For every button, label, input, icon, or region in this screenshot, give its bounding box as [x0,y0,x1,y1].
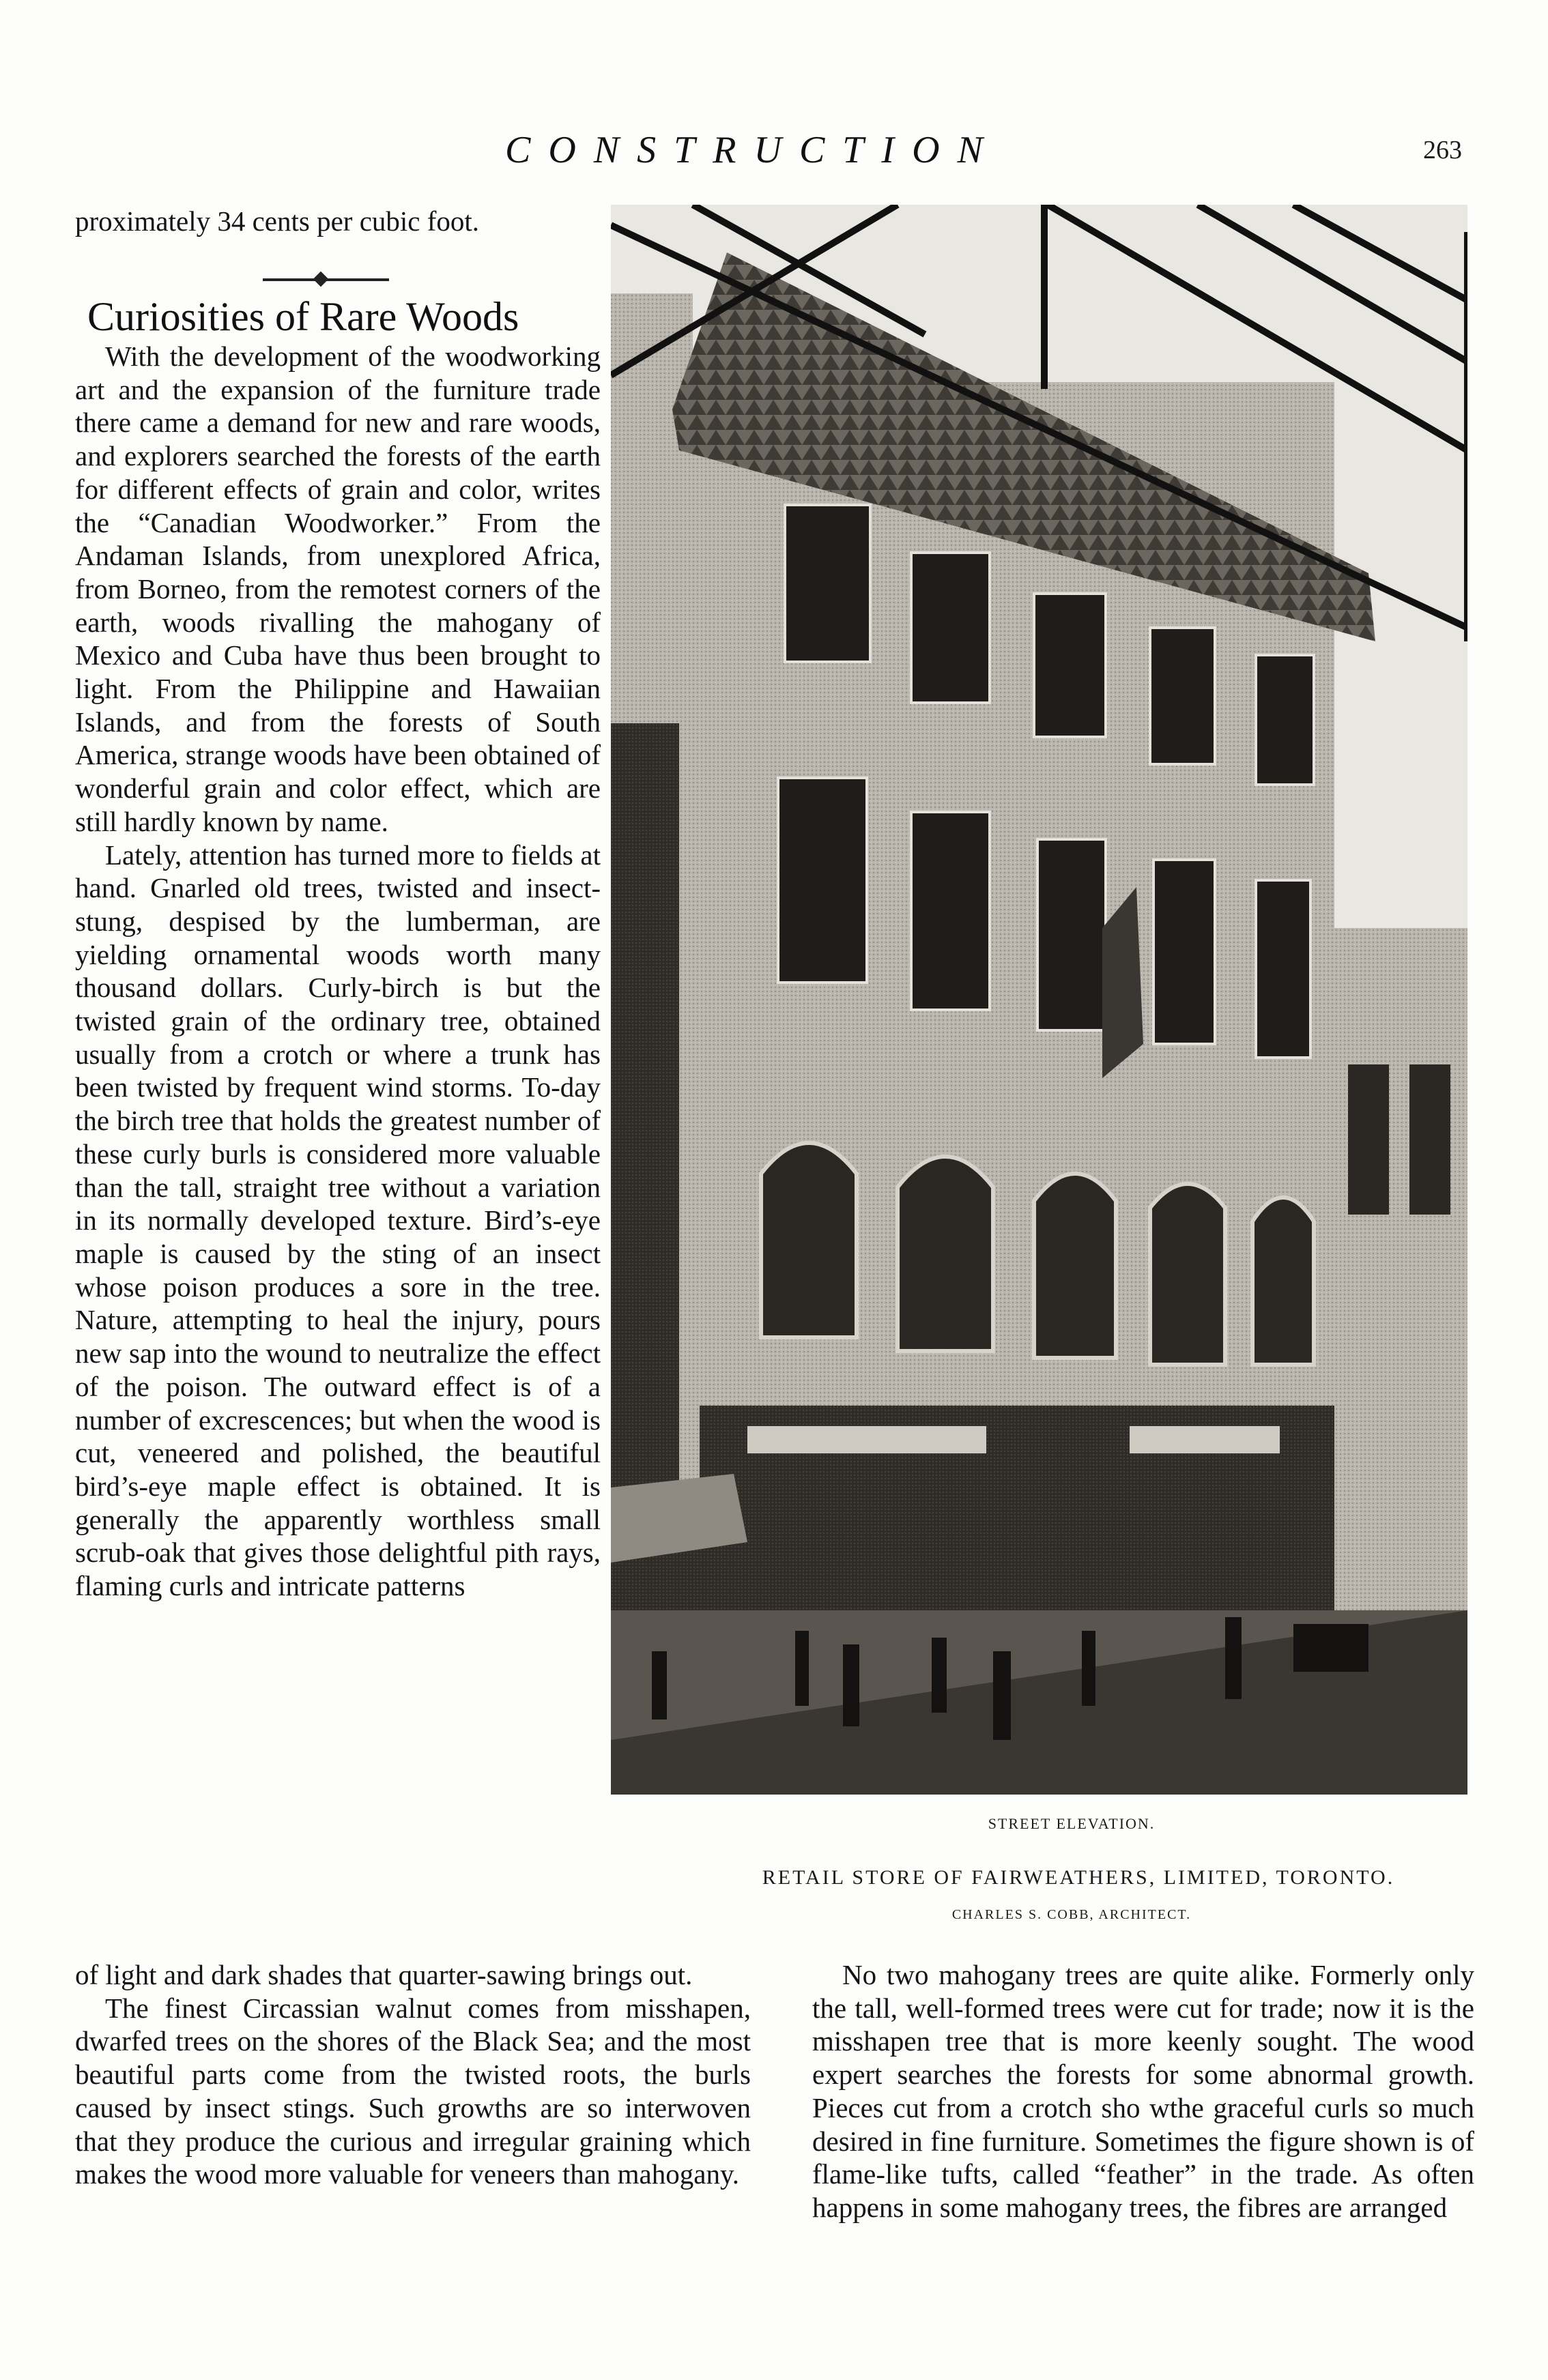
paragraph: The finest Circassian walnut comes from misshapen, dwarfed trees on the shores of the Black Sea; and the most beautiful parts come from the twisted roots, the burls caused by insect stings. Such growths are so interwoven that they produce the curious and irregular graining which makes the wood more valuable for veneers than mahogany. [75,1992,751,2190]
intro-line [75,205,587,238]
article-column [75,340,601,1603]
photo-caption-credit: CHARLES S. COBB, ARCHITECT. [951,1907,1192,1922]
page-number: 263 [1423,136,1462,164]
section-heading: Curiosities of Rare Woods [87,294,519,339]
paragraph: Lately, attention has turned more to fields at hand. Gnarled old trees, twisted and insect-stung, despised by the lumberman, are yielding ornamental woods worth many thousand dollars. Curly-birch is but the twisted grain of the ordinary tree, obtained usually from a crotch or where a trunk has been twisted by frequent wind storms. To-day the birch tree that holds the greatest number of these curly burls is considered more valuable than the tall, straight tree without a variation in its normally developed texture. Bird’s-eye maple is caused by the sting of an insect whose poison produces a sore in the tree. Nature, attempting to heal the injury, pours new sap into the wound to neutralize the effect of the poison. The outward effect is of a number of excrescences; but when the wood is cut, veneered and polished, the beautiful bird’s-eye maple effect is obtained. It is generally the apparently worthless small scrub-oak that gives those delightful pith rays, flaming curls and intricate patterns [75,839,601,1602]
photo-caption-small: STREET ELEVATION. [988,1815,1156,1832]
paragraph: No two mahogany trees are quite alike. Formerly only the tall, well-formed trees were cut for trade; now it is the misshapen tree that is more keenly sought. The wood expert searches the forests for some abnormal growth. Pieces cut from a crotch sho wthe graceful curls so much desired in fine furniture. Sometimes the figure shown is of flame-like tufts, called “feather” in the trade. As often happens in some mahogany trees, the fibres are arranged [812,1959,1474,2223]
article-column-bottom-left [75,1958,751,2191]
article-column-bottom-right [812,1958,1474,2224]
photo-caption-main: RETAIL STORE OF FAIRWEATHERS, LIMITED, TORONTO. [762,1866,1395,1889]
street-elevation-photo [611,205,1467,1795]
paragraph: With the development of the woodworking art and the expansion of the furniture trade there came a demand for new and rare woods, and explorers searched the forests of the earth for different effects of grain and color, writes the “Canadian Woodworker.” From the Andaman Islands, from unexplored Africa, from Borneo, from the remotest corners of the earth, woods rivalling the mahogany of Mexico and Cuba have thus been brought to light. From the Philippine and Hawaiian Islands, and from the forests of South America, strange woods have been obtained of wonderful grain and color effect, which are still hardly known by name. [75,340,601,837]
divider-ornament-icon [313,272,329,287]
paragraph: of light and dark shades that quarter-sawing brings out. [75,1959,693,1990]
intro-text: proximately 34 cents per cubic foot. [75,205,480,237]
running-header-title: CONSTRUCTION [505,129,1001,171]
